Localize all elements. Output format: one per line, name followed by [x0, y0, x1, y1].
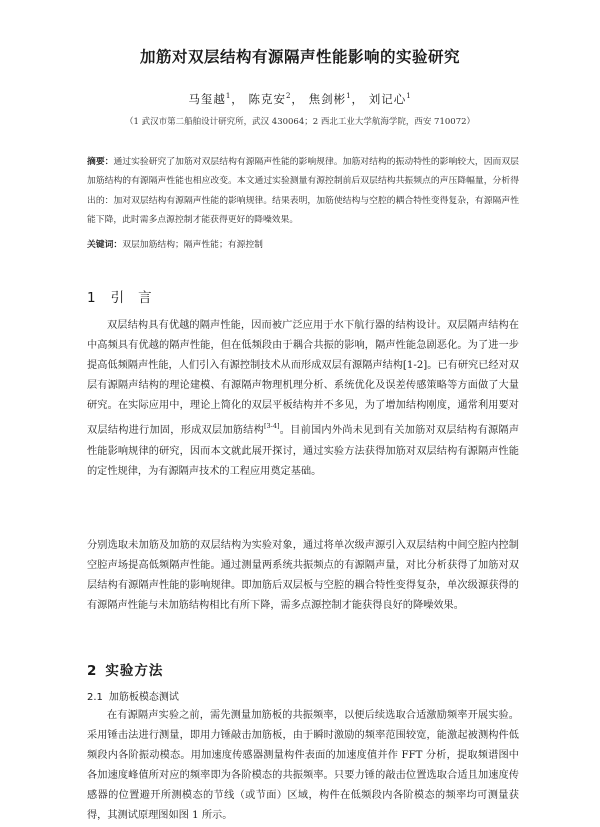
- author-affil-marker: 1: [346, 92, 352, 100]
- paragraph-intro-1: [87, 316, 519, 482]
- paragraph-text: 双层结构具有优越的隔声性能，因而被广泛应用于水下航行器的结构设计。双层隔声结构在中高频具有优越的隔声性能，但在低频段由于耦合共振的影响，隔声性能急剧恶化。为了进一步提高低频隔声性能，人们引入有源控制技术从而形成双层有源隔声结构[1-2]。已有研究已经对双层有源隔声结构的理论建模、有源隔声物理机理分析、系统优化及误差传感策略等方面做了大量研究。在实际应用中，理论上简化的双层平板结构并不多见，为了增加结构刚度，通常利用要对双层结构进行加固，形成双层加筋结构: [87, 320, 519, 437]
- author-separator: ，: [291, 92, 304, 106]
- section-heading-intro: [87, 286, 166, 306]
- section-number: 2: [87, 663, 98, 679]
- author-affil-marker: 1: [406, 92, 412, 100]
- abstract-label: 摘要：: [87, 157, 114, 167]
- author-list: [0, 91, 600, 107]
- keywords: [87, 236, 519, 255]
- paragraph-method-1: 在有源隔声实验之前，需先测量加筋板的共振频率，以便后续选取合适激励频率开展实验。采用锤击法进行测量，即用力锤敲击加筋板，由于瞬时激励的频率范围较宽，能激起被测构件低频段内各阶振动模态。用加速度传感器测量构件表面的加速度值并作 FFT 分析，提取频谱图中各加速度峰值所对应的频率即为各阶模态的共振频率。只要力锤的敲击位置选取合适且加速度传感器的位置避开所测模态的节线（或节面）区域，构件在低频段内各阶模态的频率均可测量获得，其测试原理图如图 1 所示。: [87, 710, 519, 822]
- affiliation: （1 武汉市第二船舶设计研究所，武汉 430064；2 西北工业大学航海学院，西安 710072）: [124, 117, 476, 127]
- section-number: 1: [87, 290, 97, 306]
- author-separator: ，: [351, 92, 365, 106]
- keywords-label: 关键词：: [87, 240, 123, 250]
- subsection-number: 2.1: [87, 692, 103, 703]
- author-name: 陈克安: [248, 92, 286, 106]
- keywords-text: 双层加筋结构；隔声性能；有源控制: [122, 240, 263, 250]
- author-affil-marker: 2: [285, 92, 292, 100]
- abstract: [87, 153, 519, 230]
- paragraph-text: 。目前国内外尚未见到有关加筋对双层结构有源隔声性能影响规律的研究，因而本文就此展开探讨，通过实验方法获得加筋对双层结构有源隔声性能的定性规律，为有源隔声技术的工程应用奠定基础。: [87, 425, 520, 477]
- citation-ref: [3-4]: [264, 422, 280, 431]
- paper-title: 加筋对双层结构有源隔声性能影响的实验研究: [139, 48, 460, 66]
- author-name: 焦剑彬: [308, 92, 347, 106]
- author-name: 刘记心: [368, 92, 407, 106]
- paragraph-intro-2: 分别选取未加筋及加筋的双层结构为实验对象，通过将单次级声源引入双层结构中间空腔内控制空腔声场提高低频隔声性能。通过测量两系统共振频点的有源隔声量，对比分析获得了加筋对双层结构有源隔声性能的影响规律。即加筋后双层板与空腔的耦合特性变得复杂，单次级源获得的有源隔声性能与未加筋结构相比有所下降，需多点源控制才能获得良好的降噪效果。: [87, 540, 519, 612]
- abstract-text: 通过实验研究了加筋对双层结构有源隔声性能的影响规律。加筋对结构的振动特性的影响较大，因而双层加筋结构的有源隔声性能也相应改变。本文通过实验测量有源控制前后双层结构共振频点的声压降幅量，分析得出的：加对双层结构有源隔声性能的影响规律。结果表明，加筋使结构与空腔的耦合特性变得复杂，有源隔声性能下降，此时需多点源控制才能获得更好的降噪效果。: [87, 157, 519, 225]
- author-name: 马玺越: [188, 92, 226, 106]
- author-affil-marker: 1: [225, 92, 232, 100]
- subsection-heading-2-1: [87, 688, 179, 703]
- section-heading-method: [87, 659, 163, 679]
- subsection-title: 加筋板模态测试: [108, 692, 179, 703]
- author-separator: ，: [231, 92, 244, 106]
- section-title: 实验方法: [105, 663, 164, 679]
- section-title: 引言: [110, 290, 166, 306]
